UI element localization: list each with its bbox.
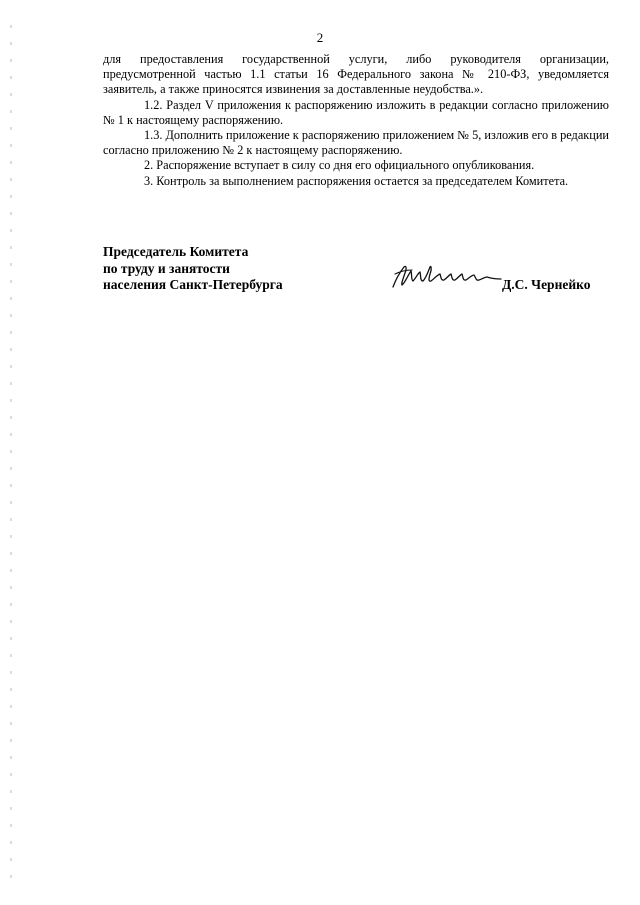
signer-position-line-1: Председатель Комитета	[103, 244, 249, 259]
signer-name: Д.С. Чернейко	[502, 277, 591, 292]
signer-position-line-2: по труду и занятости	[103, 260, 230, 276]
handwritten-signature	[391, 261, 503, 289]
paragraph-continuation: для предоставления государственной услуги, либо руководителя организации, предусмотренной частью 1.1 статьи 16 Федерального закона № 210-ФЗ, уведомляется заявитель, а также приносятся извинения за доставленные неудобства.».	[103, 52, 609, 97]
signature-block	[103, 244, 613, 304]
paragraph-item-3: 3. Контроль за выполнением распоряжения остается за председателем Комитета.	[144, 173, 569, 188]
signer-position-line-3: населения Санкт-Петербурга	[103, 277, 283, 292]
paragraph-item-1-3: 1.3. Дополнить приложение к распоряжению приложением № 5, изложив его в редакции согласно приложению № 2 к настоящему распоряжению.	[103, 128, 609, 158]
body-text	[103, 52, 609, 189]
scan-edge-marks	[10, 25, 12, 885]
signer-position	[103, 244, 283, 294]
paragraph-item-1-2: 1.2. Раздел V приложения к распоряжению изложить в редакции согласно приложению № 1 к настоящему распоряжению.	[103, 97, 609, 127]
page-number: 2	[316, 30, 324, 45]
paragraph-item-2: 2. Распоряжение вступает в силу со дня его официального опубликования.	[144, 158, 535, 173]
